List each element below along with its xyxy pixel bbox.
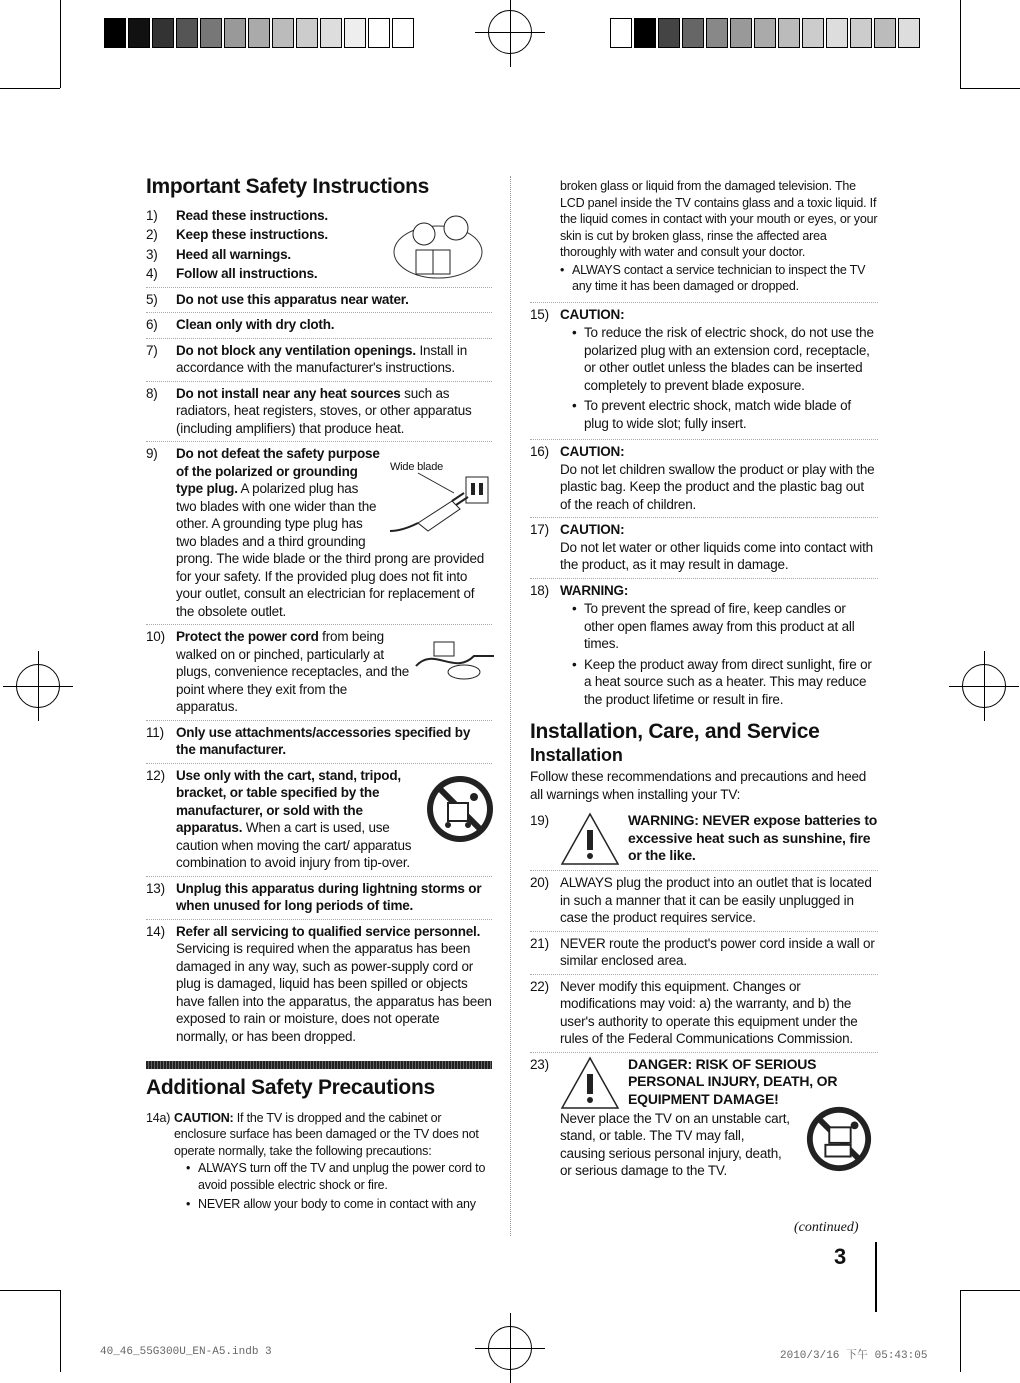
list-item: 9) Wide blade Do not defeat the safety purpose of the polarized or grounding type plug. A polarized plug has two blades with one wider than the other. A grounding type plug has two blades and a third grounding prong. The wide blade or the third prong are provided for your safety. If the provided plug does not fit into your outlet, consult an electrician for replacement of the obsolete outlet. [146,442,492,625]
plug-icon [388,471,498,535]
list-item: 2) Keep these instructions. [146,227,328,242]
color-bar-right [610,18,922,48]
warning-triangle-icon [560,812,620,866]
bullet-item: • To prevent electric shock, match wide blade of plug to wide slot; fully insert. [572,397,878,432]
list-item: 17) CAUTION: Do not let water or other liquids come into contact with the product, as it may result in damage. [530,518,878,579]
bullet-item: • ALWAYS contact a service technician to inspect the TV any time it has been damaged or dropped. [560,262,878,295]
danger-triangle-icon [560,1056,620,1110]
list-item: 23) DANGER: RISK OF SERIOUS PERSONAL INJURY, DEATH, OR EQUIPMENT DAMAGE! Never place the TV on an unstable cart, stand, or table. The TV may fall, causing serious personal injury, death, or serious damage to the TV. [530,1053,878,1184]
list-item: 6) Clean only with dry cloth. [146,313,492,339]
registration-mark [962,664,1006,708]
footer-timestamp: 2010/3/16 下午 05:43:05 [780,1350,928,1362]
bullet-item: • Keep the product away from direct sunlight, fire or a heat source such as a heater. This may reduce the product lifetime or result in fire. [572,656,878,709]
crop-mark [0,1290,60,1291]
registration-mark [488,1326,532,1370]
list-item: 13) Unplug this apparatus during lightning storms or when unused for long periods of time. [146,877,492,920]
registration-mark [16,664,60,708]
bullet-item: • ALWAYS turn off the TV and unplug the power cord to avoid possible electric shock or fire. [186,1160,492,1193]
footer-filename: 40_46_55G300U_EN-A5.indb 3 [100,1346,272,1358]
registration-mark [488,10,532,54]
list-item: 12) Use only with the cart, stand, tripod, bracket, or table specified by the manufacturer, or sold with the apparatus. When a cart is used, use caution when moving the cart/ apparatus combination to avoid injury from tip-over. [146,764,492,877]
bullet-item: • To prevent the spread of fire, keep candles or other open flames away from this product at all times. [572,600,878,653]
list-item: 18) WARNING: • To prevent the spread of fire, keep candles or other open flames away from this product at all times. • Keep the product away from direct sunlight, fire or a heat source such as a heater. This may reduce the product lifetime or result in fire. [530,579,878,716]
right-column [530,178,878,1184]
list-item: 22) Never modify this equipment. Changes or modifications may void: a) the warranty, and b) the user's authority to operate this equipment under the rules of the Federal Communications Commission. [530,975,878,1053]
crop-mark [960,0,961,88]
section-title-installation: Installation, Care, and Service [530,720,820,743]
list-item: 15) CAUTION: • To reduce the risk of electric shock, do not use the polarized plug with an extension cord, receptacle, or other outlet unless the blades can be inserted completely to prevent blade exposure. • To prevent electric shock, match wide blade of plug to wide slot; fully insert. [530,303,878,441]
left-column [146,175,492,1220]
list-item: 4) Follow all instructions. [146,264,492,288]
subsection-title: Installation [530,744,623,765]
list-item: 16) CAUTION: Do not let children swallow the product or play with the plastic bag. Keep the product and the plastic bag out of the reach of children. [530,440,878,518]
page-number: 3 [834,1244,847,1269]
list-item: 10) Protect the power cord from being walked on or pinched, particularly at plugs, convenience receptacles, and the point where they exit from the apparatus. [146,625,492,721]
continued-note: (continued) [794,1220,859,1235]
page-edge-rule [875,1242,877,1312]
list-item: 21) NEVER route the product's power cord inside a wall or similar enclosed area. [530,932,878,975]
list-item: 20) ALWAYS plug the product into an outlet that is located in such a manner that it can be easily unplugged in case the product requires service. [530,871,878,932]
list-item: 14) Refer all servicing to qualified service personnel. Servicing is required when the apparatus has been damaged in any way, such as power-supply cord or plug is damaged, liquid has been spilled or objects have fallen into the apparatus, the apparatus has been exposed to rain or moisture, does not operate normally, or has been dropped. [146,923,492,1044]
list-item: 3) Heed all warnings. [146,246,291,262]
list-item: 19) WARNING: NEVER expose batteries to excessive heat such as sunshine, fire or the like. [530,809,878,871]
list-item: 14a) CAUTION: If the TV is dropped and the cabinet or enclosure surface has been damaged or the TV does not operate normally, take the following precautions: • ALWAYS turn off the TV and unplug the power cord to avoid possible electric shock or fire. • NEVER allow your body to come in contact with any [146,1107,492,1220]
bullet-item: • NEVER allow your body to come in contact with any [186,1196,492,1213]
crop-mark [0,88,60,89]
list-item: broken glass or liquid from the damaged television. The LCD panel inside the TV contains glass and a toxic liquid. If the liquid comes in contact with your mouth or eyes, or your skin is cut by broken glass, rinse the affected area thoroughly with water and consult your doctor. • ALWAYS contact a service technician to inspect the TV any time it has been damaged or dropped. [530,178,878,303]
list-item: 11) Only use attachments/accessories specified by the manufacturer. [146,721,492,764]
section-title-important: Important Safety Instructions [146,175,430,198]
crop-mark [60,1290,61,1372]
tv-tipover-icon [804,1104,874,1174]
cart-tipover-icon [424,773,496,845]
crop-mark [960,88,1020,89]
column-divider [510,176,511,1236]
list-item: 7) Do not block any ventilation openings. Install in accordance with the manufacturer's instructions. [146,339,492,382]
list-item: 8) Do not install near any heat sources such as radiators, heat registers, stoves, or other apparatus (including amplifiers) that produce heat. [146,382,492,443]
color-bar-left [104,18,416,48]
bullet-item: • To reduce the risk of electric shock, do not use the polarized plug with an extension cord, receptacle, or other outlet unless the blades can be inserted completely to prevent blade exposure. [572,324,878,394]
list-item: 5) Do not use this apparatus near water. [146,288,492,314]
crop-mark [960,1290,961,1372]
crop-mark [960,1290,1020,1291]
section-rule [146,1061,492,1069]
list-item: 1) Read these instructions. [146,207,328,223]
power-cord-icon [414,636,498,684]
plug-figure: Wide blade [388,459,498,535]
crop-mark [60,0,61,88]
reading-people-illustration [390,208,486,282]
installation-intro: Follow these recommendations and precautions and heed all warnings when installing your TV: [530,769,867,802]
section-title-additional: Additional Safety Precautions [146,1076,435,1099]
